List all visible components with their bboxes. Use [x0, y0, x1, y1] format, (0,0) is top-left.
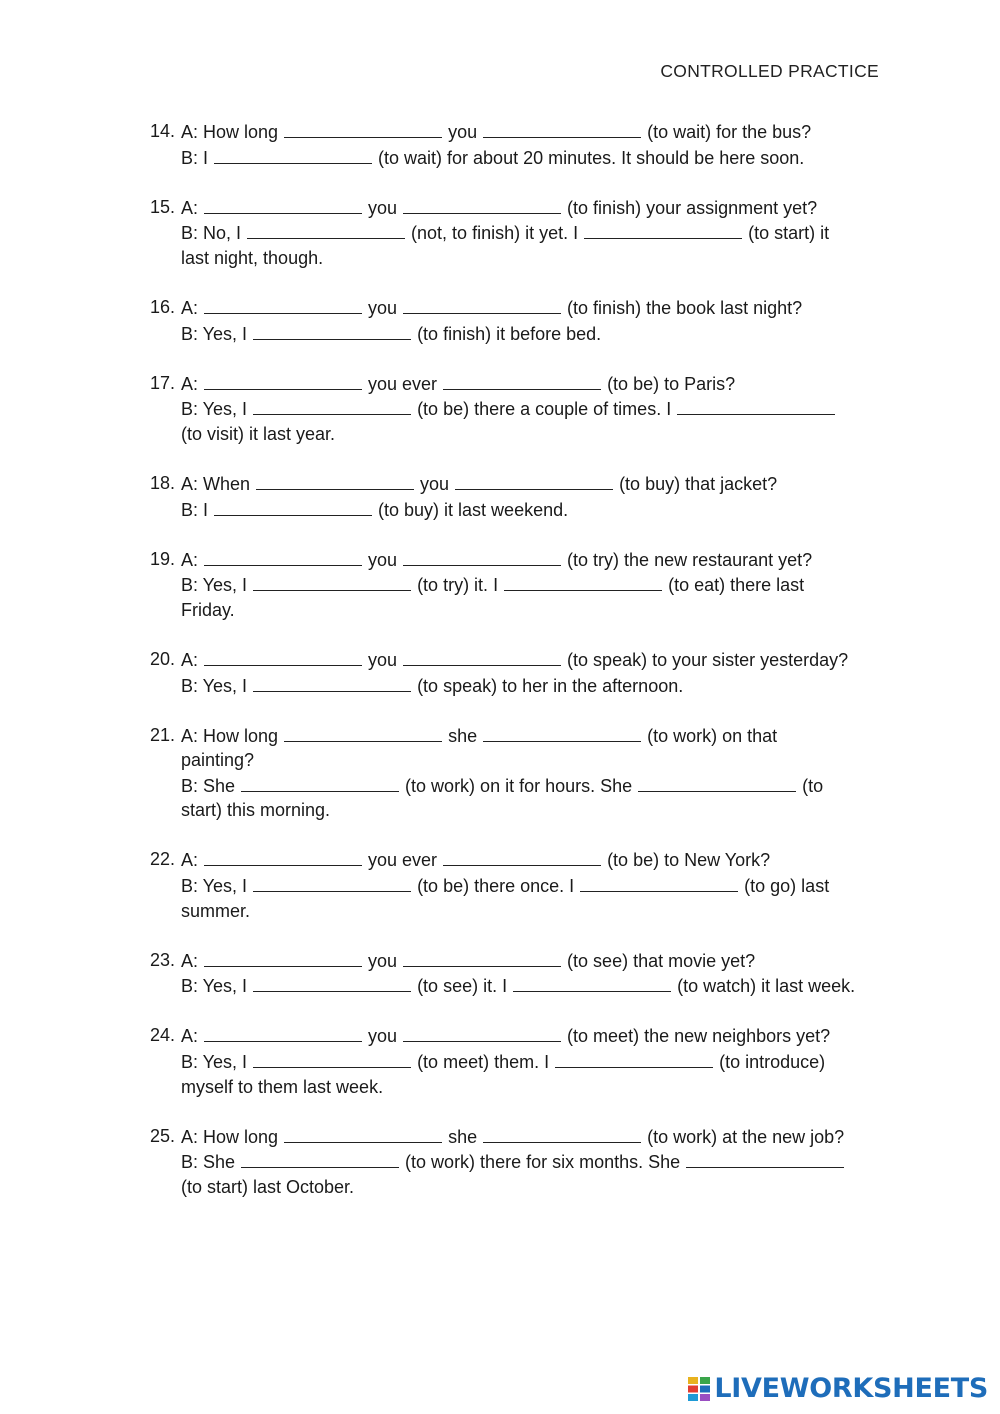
exercise-text: A: — [181, 850, 204, 871]
answer-blank[interactable] — [204, 847, 362, 866]
exercise-item — [150, 295, 890, 346]
answer-blank[interactable] — [204, 195, 362, 214]
answer-blank[interactable] — [241, 1149, 399, 1168]
answer-blank[interactable] — [253, 673, 411, 692]
exercise-text: (to introduce) — [714, 1052, 826, 1073]
exercise-text: A: — [181, 373, 204, 394]
answer-blank[interactable] — [584, 220, 742, 239]
answer-blank[interactable] — [403, 1023, 561, 1042]
exercise-text: (to see) that movie yet? — [562, 950, 756, 971]
exercise-text: she — [443, 1126, 483, 1147]
exercise-text: (to work) on that — [642, 725, 778, 746]
answer-blank[interactable] — [204, 647, 362, 666]
exercise-line — [181, 647, 890, 673]
exercise-line — [181, 246, 890, 271]
exercise-text: you ever — [363, 373, 443, 394]
answer-blank[interactable] — [403, 547, 561, 566]
exercise-line — [181, 572, 890, 598]
exercise-line — [181, 145, 890, 171]
exercise-text: B: Yes, I — [181, 1052, 253, 1073]
exercise-number: 25. — [150, 1125, 176, 1146]
exercise-item — [150, 547, 890, 623]
exercise-line — [181, 1124, 890, 1150]
exercise-text: summer. — [181, 900, 251, 921]
exercise-line — [181, 471, 890, 497]
exercise-text: Friday. — [181, 599, 235, 620]
exercise-text: you — [443, 122, 483, 142]
answer-blank[interactable] — [284, 723, 442, 742]
exercise-text: (to meet) the new neighbors yet? — [562, 1026, 831, 1047]
answer-blank[interactable] — [214, 145, 372, 164]
exercise-text: B: She — [181, 775, 241, 796]
exercise-text: A: — [181, 549, 204, 570]
exercise-line — [181, 119, 890, 145]
exercise-text: (to meet) them. I — [412, 1052, 555, 1073]
liveworksheets-logo-icon — [688, 1377, 710, 1401]
answer-blank[interactable] — [580, 873, 738, 892]
answer-blank[interactable] — [686, 1149, 844, 1168]
answer-blank[interactable] — [253, 321, 411, 340]
exercise-number: 16. — [150, 296, 176, 317]
exercise-number: 18. — [150, 472, 176, 493]
exercise-number: 22. — [150, 849, 176, 870]
exercise-text: B: Yes, I — [181, 323, 253, 344]
exercise-text: you ever — [363, 850, 443, 871]
exercise-text: (to work) at the new job? — [642, 1126, 845, 1147]
exercise-text: (to start) last October. — [181, 1176, 355, 1197]
exercise-text: (to finish) your assignment yet? — [562, 197, 818, 218]
exercise-item — [150, 195, 890, 271]
exercise-text: A: When — [181, 473, 256, 494]
exercise-line — [181, 195, 890, 221]
exercise-text: (to be) there once. I — [412, 876, 580, 897]
exercise-text: start) this morning. — [181, 800, 331, 821]
exercise-number: 15. — [150, 196, 176, 217]
liveworksheets-logo-text: LIVEWORKSHEETS — [714, 1373, 988, 1404]
exercise-text: (to work) there for six months. She — [400, 1152, 686, 1173]
exercise-text: A: — [181, 197, 204, 218]
exercise-line — [181, 547, 890, 573]
answer-blank[interactable] — [204, 547, 362, 566]
exercise-text: you — [363, 297, 403, 318]
exercise-text: B: No, I — [181, 223, 247, 244]
exercise-text: (not, to finish) it yet. I — [406, 223, 584, 244]
exercise-text: B: I — [181, 147, 214, 168]
exercise-item — [150, 647, 890, 698]
exercise-text: (to be) to New York? — [602, 850, 771, 871]
exercise-text: (to watch) it last week. — [672, 976, 856, 997]
exercise-line — [181, 1149, 890, 1175]
answer-blank[interactable] — [253, 572, 411, 591]
exercise-text: A: — [181, 950, 204, 971]
exercise-text: A: — [181, 649, 204, 670]
exercise-line — [181, 396, 890, 422]
exercise-number: 14. — [150, 121, 176, 141]
exercise-text: A: How long — [181, 122, 284, 142]
exercise-line — [181, 497, 890, 523]
exercise-text: B: Yes, I — [181, 575, 253, 596]
exercise-text: she — [443, 725, 483, 746]
exercise-number: 23. — [150, 949, 176, 970]
answer-blank[interactable] — [253, 1049, 411, 1068]
exercise-line — [181, 798, 890, 823]
answer-blank[interactable] — [284, 1124, 442, 1143]
answer-blank[interactable] — [443, 847, 601, 866]
exercise-line — [181, 847, 890, 873]
exercise-list — [150, 119, 890, 1224]
exercise-text: (to — [797, 775, 824, 796]
answer-blank[interactable] — [403, 195, 561, 214]
exercise-line — [181, 1175, 890, 1200]
exercise-text: (to be) to Paris? — [602, 373, 736, 394]
exercise-text: you — [363, 197, 403, 218]
exercise-line — [181, 773, 890, 799]
exercise-text: (to be) there a couple of times. I — [412, 399, 677, 420]
exercise-item — [150, 471, 890, 522]
exercise-text: (to start) it — [743, 223, 830, 244]
answer-blank[interactable] — [504, 572, 662, 591]
answer-blank[interactable] — [513, 973, 671, 992]
exercise-text: myself to them last week. — [181, 1076, 384, 1097]
answer-blank[interactable] — [204, 371, 362, 390]
answer-blank[interactable] — [483, 1124, 641, 1143]
exercise-line — [181, 371, 890, 397]
answer-blank[interactable] — [483, 723, 641, 742]
page-title: CONTROLLED PRACTICE — [660, 61, 879, 81]
answer-blank[interactable] — [204, 295, 362, 314]
exercise-line — [181, 220, 890, 246]
exercise-line — [181, 1023, 890, 1049]
exercise-text: A: — [181, 1026, 204, 1047]
exercise-text: B: Yes, I — [181, 976, 253, 997]
exercise-text: B: She — [181, 1152, 241, 1173]
answer-blank[interactable] — [403, 948, 561, 967]
exercise-text: (to try) the new restaurant yet? — [562, 549, 813, 570]
exercise-line — [181, 295, 890, 321]
exercise-line — [181, 673, 890, 699]
exercise-item — [150, 119, 890, 170]
exercise-item — [150, 1124, 890, 1200]
exercise-number: 19. — [150, 548, 176, 569]
exercise-text: you — [415, 473, 455, 494]
exercise-text: B: Yes, I — [181, 675, 253, 696]
exercise-number: 17. — [150, 372, 176, 393]
exercise-text: (to visit) it last year. — [181, 423, 336, 444]
exercise-text: (to wait) for the bus? — [642, 122, 812, 142]
exercise-item — [150, 371, 890, 447]
exercise-line — [181, 598, 890, 623]
answer-blank[interactable] — [677, 396, 835, 415]
exercise-text: (to buy) that jacket? — [614, 473, 778, 494]
answer-blank[interactable] — [253, 396, 411, 415]
answer-blank[interactable] — [253, 873, 411, 892]
exercise-text: A: How long — [181, 1126, 284, 1147]
exercise-line — [181, 873, 890, 899]
exercise-item — [150, 723, 890, 823]
answer-blank[interactable] — [284, 119, 442, 138]
exercise-text: B: I — [181, 499, 214, 520]
exercise-line — [181, 748, 890, 773]
exercise-text: (to finish) it before bed. — [412, 323, 602, 344]
answer-blank[interactable] — [256, 471, 414, 490]
exercise-text: (to eat) there last — [663, 575, 805, 596]
exercise-item — [150, 948, 890, 999]
exercise-text: you — [363, 950, 403, 971]
exercise-text: last night, though. — [181, 247, 324, 268]
answer-blank[interactable] — [241, 773, 399, 792]
exercise-text: (to work) on it for hours. She — [400, 775, 638, 796]
exercise-text: painting? — [181, 750, 255, 771]
exercise-item — [150, 847, 890, 923]
exercise-text: you — [363, 649, 403, 670]
exercise-line — [181, 899, 890, 924]
answer-blank[interactable] — [455, 471, 613, 490]
exercise-text: (to speak) to her in the afternoon. — [412, 675, 684, 696]
exercise-text: B: Yes, I — [181, 876, 253, 897]
exercise-item — [150, 1023, 890, 1099]
liveworksheets-logo — [688, 1373, 988, 1404]
answer-blank[interactable] — [555, 1049, 713, 1068]
exercise-number: 21. — [150, 724, 176, 745]
exercise-number: 20. — [150, 648, 176, 669]
answer-blank[interactable] — [403, 647, 561, 666]
exercise-text: (to finish) the book last night? — [562, 297, 803, 318]
answer-blank[interactable] — [204, 948, 362, 967]
exercise-text: A: — [181, 297, 204, 318]
answer-blank[interactable] — [253, 973, 411, 992]
answer-blank[interactable] — [483, 119, 641, 138]
exercise-text: (to wait) for about 20 minutes. It should be here soon. — [373, 147, 805, 168]
exercise-text: B: Yes, I — [181, 399, 253, 420]
exercise-line — [181, 723, 890, 749]
answer-blank[interactable] — [638, 773, 796, 792]
answer-blank[interactable] — [214, 497, 372, 516]
exercise-text: (to buy) it last weekend. — [373, 499, 569, 520]
exercise-text: (to try) it. I — [412, 575, 504, 596]
answer-blank[interactable] — [204, 1023, 362, 1042]
exercise-text: you — [363, 549, 403, 570]
exercise-text: A: How long — [181, 725, 284, 746]
exercise-text: (to go) last — [739, 876, 830, 897]
exercise-line — [181, 948, 890, 974]
exercise-line — [181, 1049, 890, 1075]
exercise-line — [181, 973, 890, 999]
exercise-text: (to see) it. I — [412, 976, 513, 997]
answer-blank[interactable] — [403, 295, 561, 314]
exercise-text: (to speak) to your sister yesterday? — [562, 649, 849, 670]
exercise-line — [181, 321, 890, 347]
answer-blank[interactable] — [247, 220, 405, 239]
exercise-line — [181, 1075, 890, 1100]
answer-blank[interactable] — [443, 371, 601, 390]
exercise-number: 24. — [150, 1025, 176, 1046]
exercise-line — [181, 422, 890, 447]
exercise-text: you — [363, 1026, 403, 1047]
